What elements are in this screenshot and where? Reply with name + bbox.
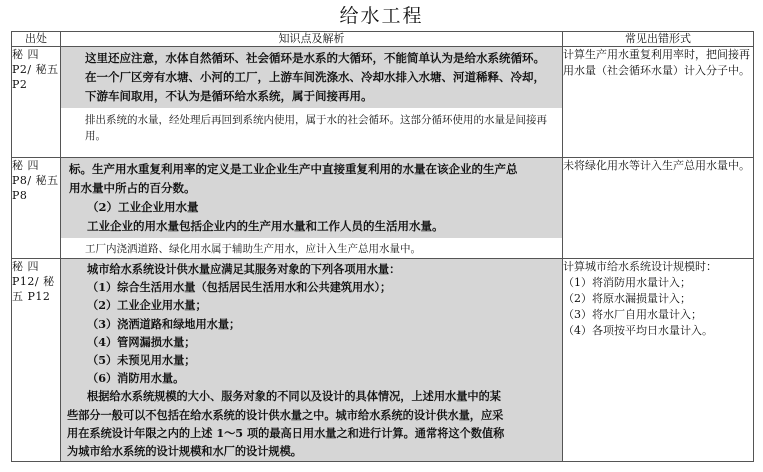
error-cell: 计算生产用水重复利用率时，把间接再用水量（社会循环水量）计入分子中。 — [563, 47, 754, 158]
excerpt-line: （2）工业企业用水量 — [87, 200, 199, 214]
excerpt-line: 标。生产用水重复利用率的定义是工业企业生产中直接重复利用的水量在该企业的生产总 — [69, 162, 518, 176]
excerpt-line: 些部分一般可以不包括在给水系统的设计供水量之中。城市给水系统的设计供水量，应采 — [67, 407, 504, 422]
excerpt-text: 这里还应注意，水体自然循环、社会循环是水系的大循环，不能简单认为是给水系统循环。在一个厂区旁有水塘、小河的工厂，上游车间洗涤水、冷却水排入水塘、河道稀释、冷却，下游车间取用，不认为是循环给水系统，属于间接再用。 — [61, 47, 562, 108]
error-cell: 未将绿化用水等计入生产总用水量中。 — [563, 158, 754, 259]
excerpt-text — [61, 158, 562, 238]
error-line: （3）将水厂自用水量计入； — [563, 308, 702, 321]
note-text: 排出系统的水量，经处理后再回到系统内使用，属于水的社会循环。这部分循环使用的水量是间接再用。 — [85, 114, 547, 142]
page-title: 给水工程 — [339, 5, 424, 27]
table-row — [12, 158, 754, 259]
excerpt-line: （2）工业企业用水量； — [87, 298, 207, 313]
excerpt-line: （4）管网漏损水量； — [87, 334, 196, 349]
error-line: （4）各项按平均日水量计入。 — [563, 324, 713, 337]
source-cell: 秘 四 P8/ 秘五 P8 — [12, 158, 61, 259]
header-knowledge: 知识点及解析 — [61, 32, 563, 47]
error-line: （1）将消防用水量计入； — [563, 276, 691, 289]
excerpt-text — [61, 259, 562, 461]
excerpt-line: 用在系统设计年限之内的上述 1～5 项的最高日用水量之和进行计算。通常将这个数值称 — [67, 425, 505, 440]
excerpt-line: 用水量中所占的百分数。 — [69, 181, 196, 195]
error-line: 计算城市给水系统设计规模时： — [563, 260, 717, 273]
note-text: 工厂内浇洒道路、绿化用水属于辅助生产用水，应计入生产总用水量中。 — [85, 243, 421, 255]
source-cell: 秘 四 P2/ 秘五 P2 — [12, 47, 61, 158]
table-header-row — [12, 32, 754, 47]
excerpt-line: 根据给水系统规模的大小、服务对象的不同以及设计的具体情况，上述用水量中的某 — [87, 389, 501, 404]
table-row — [12, 47, 754, 158]
source-cell: 秘 四 P12/ 秘五 P12 — [12, 259, 61, 462]
error-cell — [563, 259, 754, 462]
excerpt-line: （3）浇洒道路和绿地用水量； — [87, 316, 241, 331]
excerpt-line: 工业企业的用水量包括企业内的生产用水量和工作人员的生活用水量。 — [87, 219, 444, 233]
knowledge-table — [11, 31, 754, 462]
excerpt-line: （1）综合生活用水量（包括居民生活用水和公共建筑用水）； — [87, 280, 392, 295]
header-errors: 常见出错形式 — [563, 32, 754, 47]
error-line: （2）将原水漏损量计入； — [563, 292, 691, 305]
excerpt-line: 为城市给水系统的设计规模和水厂的设计规模。 — [67, 444, 302, 459]
table-row — [12, 259, 754, 462]
knowledge-cell — [61, 47, 563, 158]
header-source: 出处 — [12, 32, 61, 47]
excerpt-line: （5）未预见用水量； — [87, 353, 196, 368]
excerpt-line: （6）消防用水量。 — [87, 371, 185, 386]
excerpt-line: 城市给水系统设计供水量应满足其服务对象的下列各项用水量： — [87, 262, 401, 276]
knowledge-cell — [61, 259, 563, 462]
knowledge-cell — [61, 158, 563, 259]
